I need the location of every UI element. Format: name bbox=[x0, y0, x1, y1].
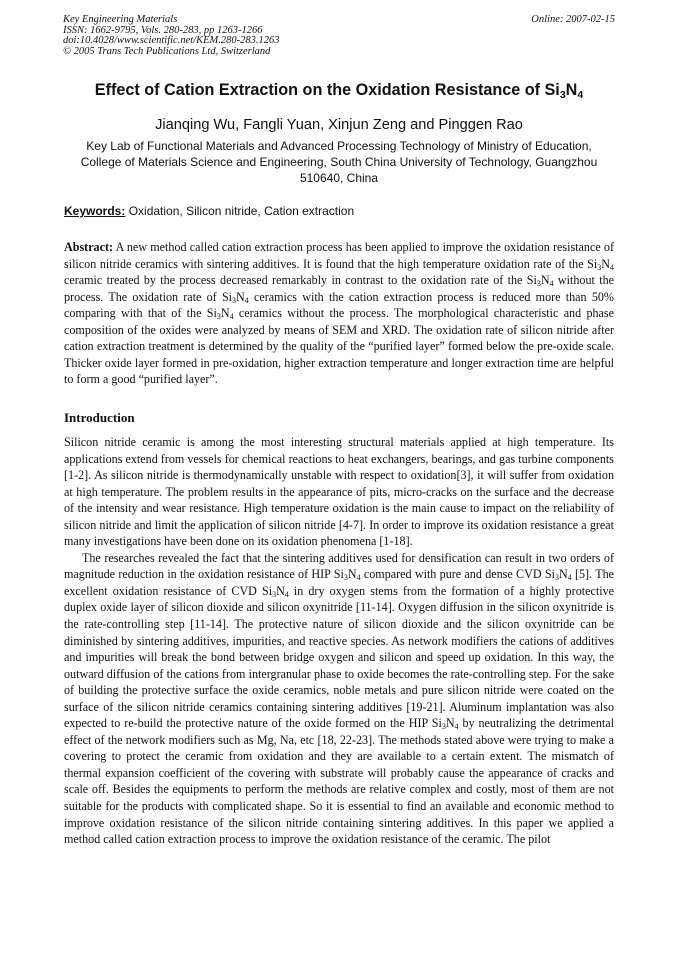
subscript: 4 bbox=[454, 722, 459, 732]
subscript: 4 bbox=[549, 279, 554, 289]
title-text-n: N bbox=[565, 81, 578, 99]
introduction-body bbox=[64, 434, 614, 848]
affiliation bbox=[55, 138, 623, 187]
subscript: 3 bbox=[597, 262, 602, 272]
keywords bbox=[64, 204, 354, 218]
title-subscript: 4 bbox=[577, 89, 584, 101]
subscript: 3 bbox=[441, 722, 446, 732]
subscript: 4 bbox=[567, 573, 572, 583]
affiliation-line: College of Materials Science and Engineering, South China University of Technology, Guangzhou bbox=[80, 155, 598, 170]
intro-text: compared with pure and dense CVD Si bbox=[360, 567, 555, 582]
title-text: Effect of Cation Extraction on the Oxidation Resistance of Si bbox=[94, 81, 560, 99]
abstract-text: N bbox=[601, 256, 610, 271]
intro-text: N bbox=[276, 583, 285, 598]
abstract-text: N bbox=[220, 306, 230, 321]
issn-line: ISSN: 1662-9795, Vols. 280-283, pp 1263-1266 bbox=[63, 24, 263, 36]
subscript: 3 bbox=[216, 312, 221, 322]
abstract-text: A new method called cation extraction process has been applied to improve the oxidation resistance of silicon nitride ceramics with sintering additives. It is found that the high temperature oxidation rate of the Si bbox=[64, 240, 614, 271]
abstract-text: N bbox=[236, 289, 245, 304]
intro-text: N bbox=[558, 567, 568, 582]
affiliation-line: 510640, China bbox=[299, 171, 379, 186]
subscript: 3 bbox=[554, 573, 559, 583]
subscript: 4 bbox=[244, 295, 249, 305]
journal-name: Key Engineering Materials bbox=[63, 14, 178, 25]
intro-paragraph-2 bbox=[64, 550, 614, 848]
title-subscript: 3 bbox=[559, 89, 566, 101]
keywords-label: Keywords: bbox=[64, 204, 126, 218]
online-date: Online: 2007-02-15 bbox=[531, 14, 615, 25]
affiliation-line: Key Lab of Functional Materials and Advanced Processing Technology of Ministry of Education, bbox=[86, 139, 592, 153]
subscript: 4 bbox=[229, 312, 234, 322]
intro-text: The researches revealed the fact that the sintering additives used for densification can result in two orders of magnitude reduction in the oxidation resistance of HIP Si bbox=[64, 550, 614, 582]
abstract-text: ceramics with the cation extraction process is reduced more than 50% comparing with that of the Si bbox=[64, 289, 614, 321]
doi-line: doi:10.4028/www.scientific.net/KEM.280-283.1263 bbox=[63, 35, 280, 47]
subscript: 4 bbox=[610, 262, 614, 272]
author-list: Jianqing Wu, Fangli Yuan, Xinjun Zeng and Pinggen Rao bbox=[155, 117, 523, 133]
subscript: 3 bbox=[272, 589, 277, 599]
subscript: 4 bbox=[284, 589, 289, 599]
intro-text: N bbox=[445, 716, 455, 731]
subscript: 3 bbox=[343, 573, 348, 583]
abstract-text: without the process. The oxidation rate of Si bbox=[64, 273, 614, 304]
intro-text: in dry oxygen stems from the formation of a highly protective duplex oxide layer of silicon dioxide and silicon oxynitride [11-14]. Oxygen diffusion in the silicon oxynitride is the rate-controlling step [11-14]. The protective nature of silicon dioxide and the silicon oxynitride can be diminished by sintering additives, impurities, and reactive species. As network modifiers the cations of additives and impurities will break the bond between bridge oxygen and silicon and speed up oxidation. In this way, the outward diffusion of the cations from intergranular phase to oxide becomes the rate-controlling step. For the sake of building the protective surface the oxide ceramics, noble metals and pure silicon nitride were coated on the surface of the silicon nitride ceramics containing sintering additives [19-21]. Aluminum implantation was also expected to re-build the protective nature of the oxide formed on the HIP Si bbox=[64, 583, 614, 731]
abstract-text: ceramic treated by the process decreased remarkably in contrast to the oxidation rate of the Si bbox=[64, 273, 537, 288]
abstract-label: Abstract: bbox=[64, 240, 114, 254]
intro-paragraph-1: Silicon nitride ceramic is among the most interesting structural materials applied at high temperature. Its applications extend from vessels for chemical reactions to heat exchangers, bearings, and gas turbine components [1-2]. As silicon nitride is thermodynamically unstable with respect to oxidation[3], it will suffer from oxidation at high temperature. The problem results in the appearance of pits, micro-cracks on the surface and the decrease of the intensity and wear resistance. High temperature oxidation is the main cause to impact on the reliability of silicon nitride and limit the application of silicon nitride [4-7]. In order to improve its oxidation resistance a great many investigations have been done on its oxidation phenomena [1-18]. bbox=[64, 435, 614, 549]
section-heading-introduction: Introduction bbox=[64, 410, 135, 425]
abstract-text: N bbox=[540, 273, 550, 288]
intro-text: N bbox=[347, 567, 357, 582]
keywords-text: Oxidation, Silicon nitride, Cation extraction bbox=[128, 204, 355, 218]
journal-header bbox=[63, 15, 615, 57]
abstract-text: ceramics without the process. The morphological characteristic and phase composition of the oxides were analyzed by means of SEM and XRD. The oxidation rate of silicon nitride after cation extraction treatment is determined by the quality of the “purified layer” formed below the pre-oxide scale. Thicker oxide layer formed in pre-oxidation, higher extraction temperature and longer extraction time are helpful to form a good “purified layer”. bbox=[64, 306, 615, 387]
intro-text: [5]. The excellent oxidation resistance of CVD Si bbox=[64, 567, 614, 598]
abstract-paragraph bbox=[64, 239, 614, 388]
subscript: 3 bbox=[536, 279, 541, 289]
copyright-line: © 2005 Trans Tech Publications Ltd, Switzerland bbox=[63, 45, 271, 57]
paper-title bbox=[30, 81, 648, 100]
subscript: 4 bbox=[356, 573, 361, 583]
subscript: 3 bbox=[232, 295, 237, 305]
intro-text: by neutralizing the detrimental effect of the network modifiers such as Mg, Na, etc [18, 22-23]. The methods stated above were trying to make a covering to protect the ceramic from oxidation and they are available to a certain extent. The mismatch of thermal expansion coefficient of the covering with substrate will probably cause the appearance of cracks and scale off. Besides the equipments to perform the methods are relative complex and costly, most of them are not suitable for the products with complicated shape. So it is essential to find an available and economic method to improve oxidation resistance of the silicon nitride containing sintering additives. In this paper we applied a method called cation extraction process to improve the oxidation resistance of the ceramic. The pilot bbox=[64, 716, 614, 847]
